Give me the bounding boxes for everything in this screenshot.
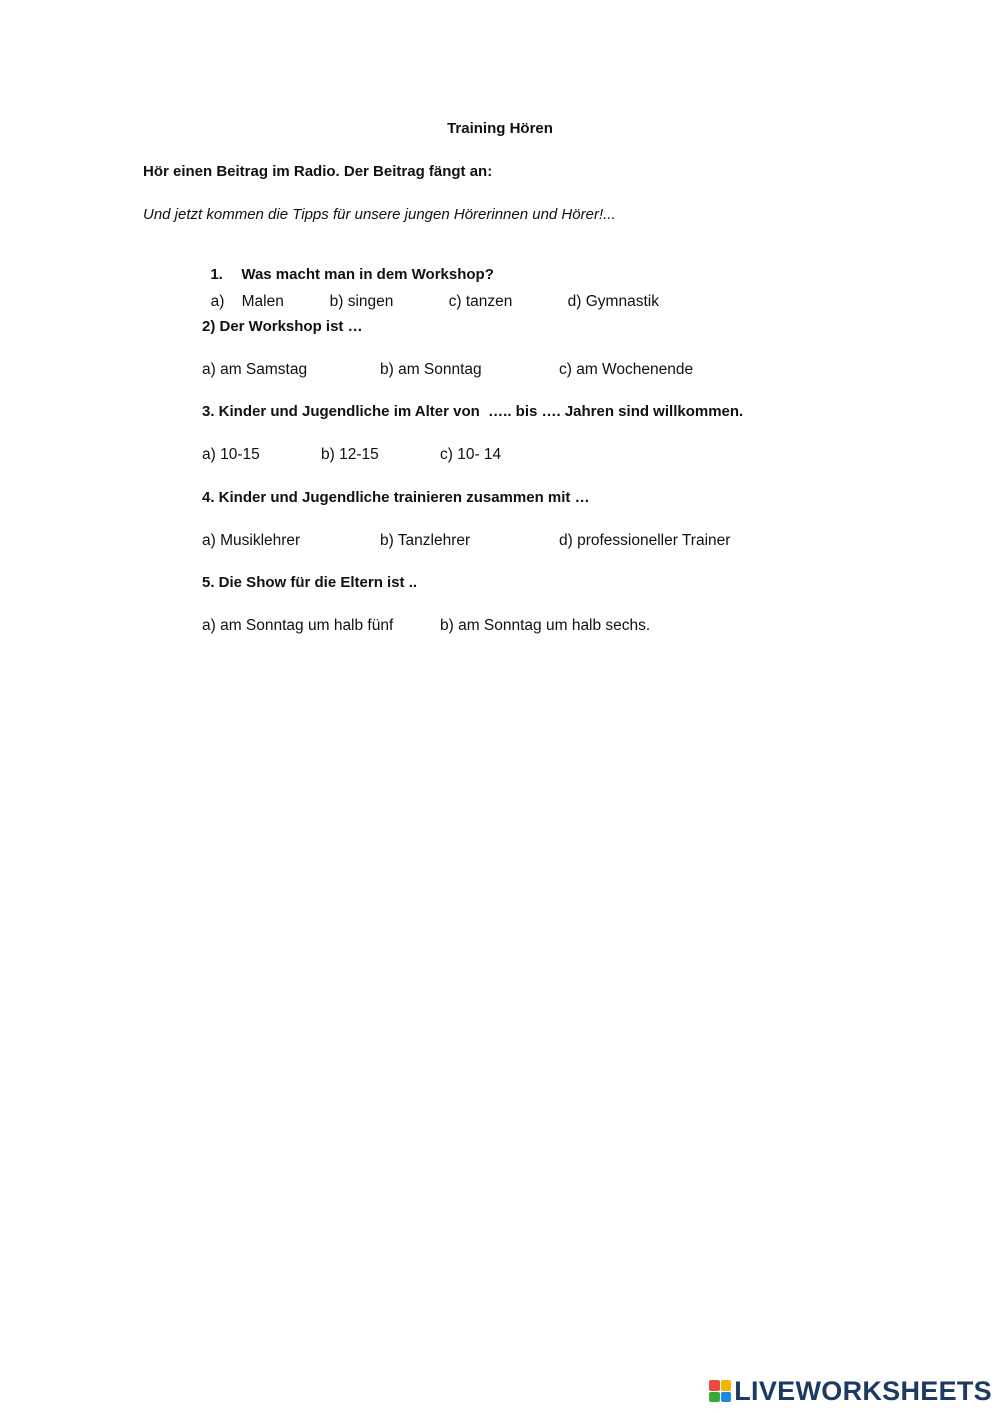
question-2: 2) Der Workshop ist … <box>202 318 363 335</box>
logo-tile <box>709 1392 720 1403</box>
option-text: tanzen <box>465 293 513 310</box>
question-5-option-a[interactable]: a) am Sonntag um halb fünf <box>202 617 394 634</box>
option-text: singen <box>347 293 394 310</box>
instruction-text: Hör einen Beitrag im Radio. Der Beitrag fängt an: <box>143 163 493 180</box>
question-5: 5. Die Show für die Eltern ist .. <box>202 574 418 591</box>
question-3-option-b[interactable]: b) 12-15 <box>321 446 379 463</box>
question-3: 3. Kinder und Jugendliche im Alter von ….. bis …. Jahren sind willkommen. <box>202 403 744 420</box>
question-1-option-b[interactable] <box>321 275 393 311</box>
question-4-option-b[interactable]: b) Tanzlehrer <box>380 532 471 549</box>
question-2-option-c[interactable]: c) am Wochenende <box>559 361 694 378</box>
logo-tile <box>721 1380 732 1391</box>
question-3-option-c[interactable]: c) 10- 14 <box>440 446 502 463</box>
question-1-option-c[interactable] <box>440 275 512 311</box>
intro-text: Und jetzt kommen die Tipps für unsere jungen Hörerinnen und Hörer!... <box>143 206 616 223</box>
option-text: Malen <box>241 293 284 310</box>
question-2-option-b[interactable]: b) am Sonntag <box>380 361 482 378</box>
liveworksheets-watermark <box>709 1375 992 1407</box>
option-letter: a) <box>210 293 225 310</box>
option-text: Gymnastik <box>585 293 659 310</box>
question-4: 4. Kinder und Jugendliche trainieren zusammen mit … <box>202 489 590 506</box>
question-2-option-a[interactable]: a) am Samstag <box>202 361 308 378</box>
question-1-number: 1. <box>210 266 223 283</box>
logo-tile <box>709 1380 720 1391</box>
page-title: Training Hören <box>447 120 553 137</box>
question-1-text: Was macht man in dem Workshop? <box>241 266 494 283</box>
question-1-option-d[interactable] <box>559 275 659 311</box>
option-letter: b) <box>329 293 344 310</box>
question-5-option-b[interactable]: b) am Sonntag um halb sechs. <box>440 617 651 634</box>
question-4-option-d[interactable]: d) professioneller Trainer <box>559 532 731 549</box>
logo-tile <box>721 1392 732 1403</box>
option-letter: d) <box>567 293 582 310</box>
brand-name: LIVEWORKSHEETS <box>734 1375 992 1406</box>
question-4-option-a[interactable]: a) Musiklehrer <box>202 532 301 549</box>
liveworksheets-logo-icon <box>709 1380 731 1402</box>
question-3-option-a[interactable]: a) 10-15 <box>202 446 260 463</box>
question-1-option-a[interactable] <box>202 275 284 311</box>
option-letter: c) <box>448 293 462 310</box>
